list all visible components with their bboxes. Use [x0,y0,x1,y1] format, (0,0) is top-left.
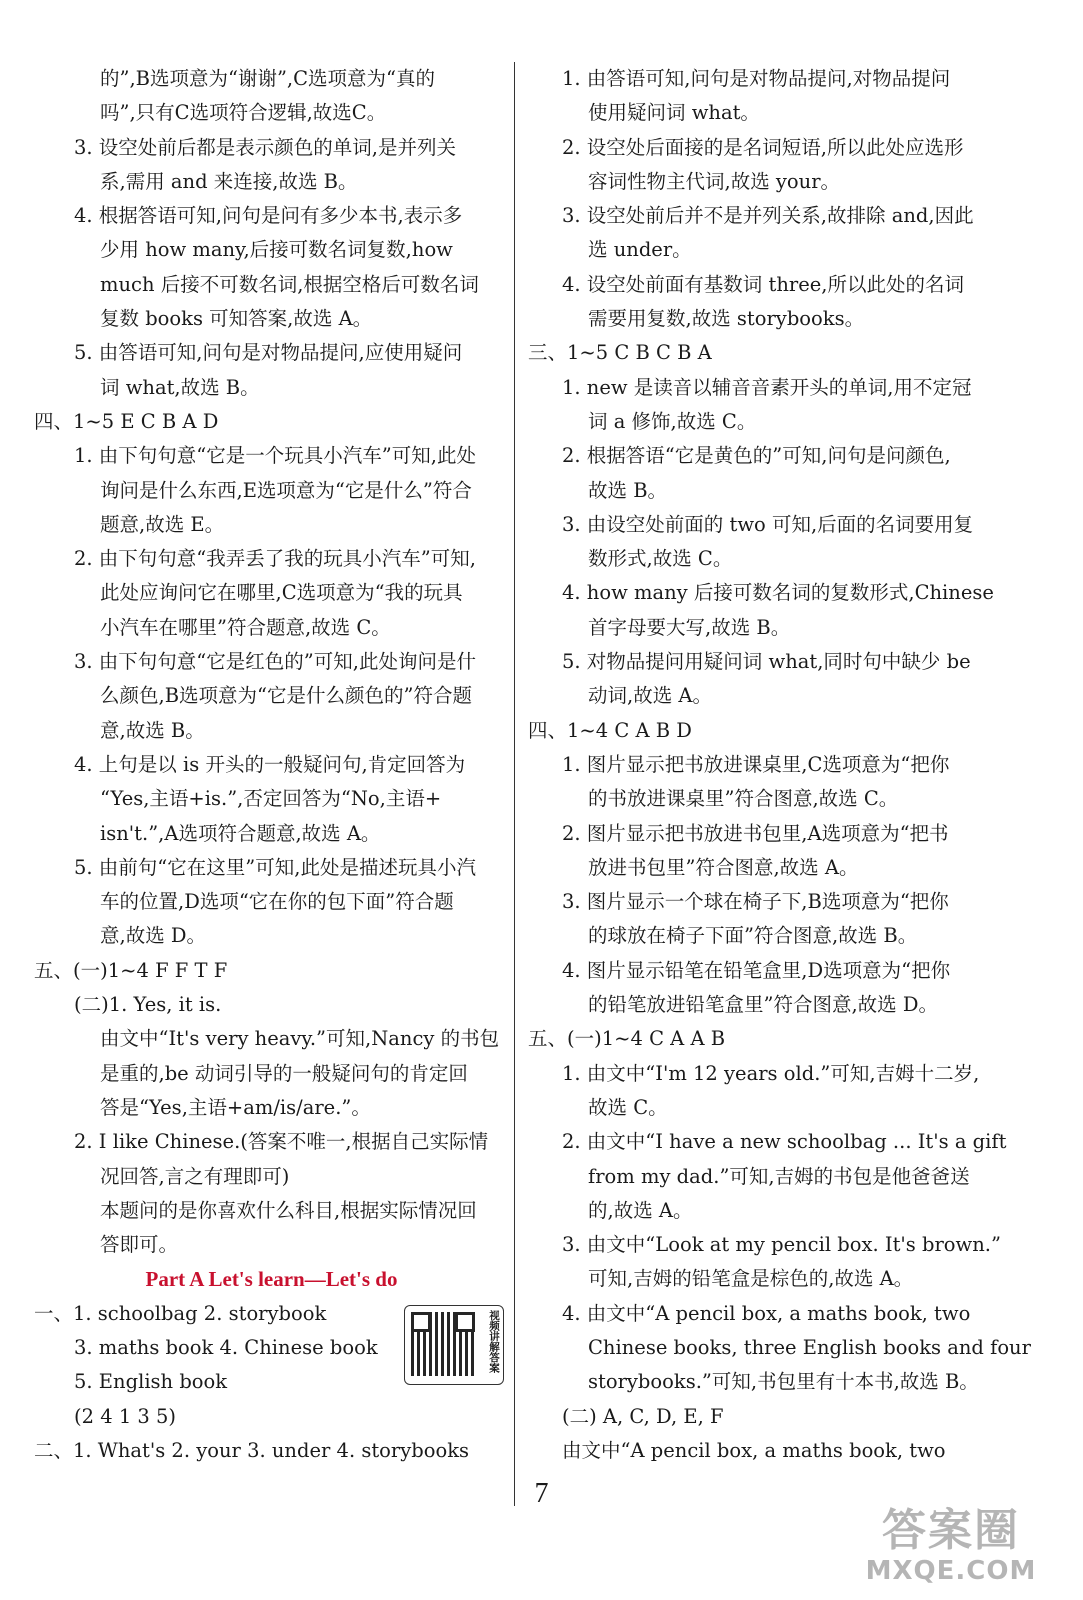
page-number: 7 [534,1478,549,1509]
text-line: 5. 由答语可知,问句是对物品提问,应使用疑问 [74,341,463,365]
text-line: 五、(一)1~4 F F T F [34,958,228,982]
text-line: much 后接不可数名词,根据空格后可数名词 [100,272,479,296]
watermark-url: MXQE.COM [865,1556,1037,1586]
text-line: 答是“Yes,主语+am/is/are.”。 [100,1095,371,1119]
right-column [528,62,1031,1468]
text-line: 此处应询问它在哪里,C选项意为“我的玩具 [100,581,463,605]
text-line: 3. 图片显示一个球在椅子下,B选项意为“把你 [562,890,949,914]
text-line: from my dad.”可知,吉姆的书包是他爸爸送 [588,1164,970,1188]
text-line: 1. 图片显示把书放进课桌里,C选项意为“把你 [562,752,950,776]
text-line: 询问是什么东西,E选项意为“它是什么”符合 [100,478,472,502]
text-line: 由文中“A pencil box, a maths book, two [562,1438,946,1462]
text-line: 2. 由文中“I have a new schoolbag ... It's a gift [562,1130,1007,1154]
text-line: 2. 由下句句意“我弄丢了我的玩具小汽车”可知, [74,547,476,571]
text-line: 是重的,be 动词引导的一般疑问句的肯定回 [100,1061,468,1085]
text-line: 由文中“It's very heavy.”可知,Nancy 的书包 [100,1027,500,1051]
text-line: 的,故选 A。 [588,1198,693,1222]
text-line: isn't.”,A选项符合题意,故选 A。 [100,821,381,845]
text-line: 三、1~5 C B C B A [528,341,712,365]
text-line: 3. 由文中“Look at my pencil box. It's brown.” [562,1233,1001,1257]
text-line: 意,故选 D。 [100,924,207,948]
text-line: 复数 books 可知答案,故选 A。 [100,307,373,331]
text-line: 容词性物主代词,故选 your。 [588,169,841,193]
text-line: 况回答,言之有理即可) [100,1164,290,1188]
text-line: 1. 由下句句意“它是一个玩具小汽车”可知,此处 [74,444,476,468]
text-line: Chinese books, three English books and four [588,1335,1031,1359]
qr-label: 视频讲解答案 [488,1310,500,1373]
watermark-title: 答案圈 [882,1505,1020,1556]
text-line: 4. 上句是以 is 开头的一般疑问句,肯定回答为 [74,752,466,776]
text-line: 故选 C。 [588,1095,668,1119]
column-divider [514,62,515,1506]
text-line: 1. 由答语可知,问句是对物品提问,对物品提问 [562,67,951,90]
text-line: 2. 图片显示把书放进书包里,A选项意为“把书 [562,821,949,845]
text-line: 一、1. schoolbag 2. storybook [34,1301,327,1325]
text-line: 首字母要大写,故选 B。 [588,615,791,639]
text-line: 1. 由文中“I'm 12 years old.”可知,吉姆十二岁, [562,1061,980,1085]
text-line: “Yes,主语+is.”,否定回答为“No,主语+ [100,787,442,811]
text-line: 车的位置,D选项“它在你的包下面”符合题 [100,890,454,914]
text-line: 小汽车在哪里”符合题意,故选 C。 [100,615,391,639]
text-line: 五、(一)1~4 C A A B [528,1027,726,1051]
text-line: 2. 设空处后面接的是名词短语,所以此处应选形 [562,135,964,159]
text-line: 的”,B选项意为“谢谢”,C选项意为“真的 [100,67,436,90]
text-line: 可知,吉姆的铅笔盒是棕色的,故选 A。 [588,1267,914,1291]
text-line: 3. 由设空处前面的 two 可知,后面的名词要用复 [562,512,974,536]
text-line: (二)1. Yes, it is. [74,993,222,1017]
text-line: (二) A, C, D, E, F [562,1404,724,1428]
text-line: 本题问的是你喜欢什么科目,根据实际情况回 [100,1198,477,1222]
text-line: 答即可。 [100,1233,179,1257]
text-line: 么颜色,B选项意为“它是什么颜色的”符合题 [100,684,472,708]
text-line: 选 under。 [588,238,692,262]
text-line: 4. how many 后接可数名词的复数形式,Chinese [562,581,994,605]
text-line: 5. English book [74,1370,228,1394]
text-line: 词 a 修饰,故选 C。 [588,409,757,433]
text-line: 的铅笔放进铅笔盒里”符合图意,故选 D。 [588,993,939,1017]
text-line: 使用疑问词 what。 [588,101,760,125]
qr-code-icon [411,1312,475,1376]
text-line: (2 4 1 3 5) [74,1404,177,1428]
text-line: 需要用复数,故选 storybooks。 [588,307,865,331]
text-line: 词 what,故选 B。 [100,375,260,399]
text-line: 2. 根据答语“它是黄色的”可知,问句是问颜色, [562,444,951,468]
text-line: 3. 设空处前后并不是并列关系,故排除 and,因此 [562,204,974,228]
text-line: 题意,故选 E。 [100,512,225,536]
text-line: 4. 图片显示铅笔在铅笔盒里,D选项意为“把你 [562,958,951,982]
text-line: 数形式,故选 C。 [588,547,733,571]
text-line: 3. 设空处前后都是表示颜色的单词,是并列关 [74,135,457,159]
text-line: 四、1~4 C A B D [528,718,692,742]
text-line: 系,需用 and 来连接,故选 B。 [100,169,358,193]
text-line: 4. 根据答语可知,问句是问有多少本书,表示多 [74,204,463,228]
text-line: 的球放在椅子下面”符合图意,故选 B。 [588,924,918,948]
text-line: 2. I like Chinese.(答案不唯一,根据自己实际情 [74,1130,489,1154]
text-line: 四、1~5 E C B A D [34,409,219,433]
text-line: 5. 对物品提问用疑问词 what,同时句中缺少 be [562,650,971,674]
text-line: 3. 由下句句意“它是红色的”可知,此处询问是什 [74,650,476,674]
text-line: 的书放进课桌里”符合图意,故选 C。 [588,787,899,811]
text-line: 3. maths book 4. Chinese book [74,1335,378,1359]
text-line: 4. 由文中“A pencil box, a maths book, two [562,1301,971,1325]
text-line: 二、1. What's 2. your 3. under 4. storybooks [34,1438,470,1462]
text-line: 吗”,只有C选项符合逻辑,故选C。 [100,101,387,125]
section-heading: Part A Let's learn—Let's do [145,1267,398,1292]
text-line: 1. new 是读音以辅音音素开头的单词,用不定冠 [562,375,972,399]
text-line: 5. 由前句“它在这里”可知,此处是描述玩具小汽 [74,855,476,879]
text-line: 动词,故选 A。 [588,684,712,708]
text-line: 故选 B。 [588,478,668,502]
watermark-logo [836,1506,1066,1596]
text-line: 少用 how many,后接可数名词复数,how [100,238,453,262]
text-line: 意,故选 B。 [100,718,205,742]
text-line: storybooks.”可知,书包里有十本书,故选 B。 [588,1370,979,1394]
text-line: 4. 设空处前面有基数词 three,所以此处的名词 [562,272,964,296]
qr-code-box[interactable] [404,1305,504,1385]
left-column [34,62,509,1468]
text-line: 放进书包里”符合图意,故选 A。 [588,855,859,879]
